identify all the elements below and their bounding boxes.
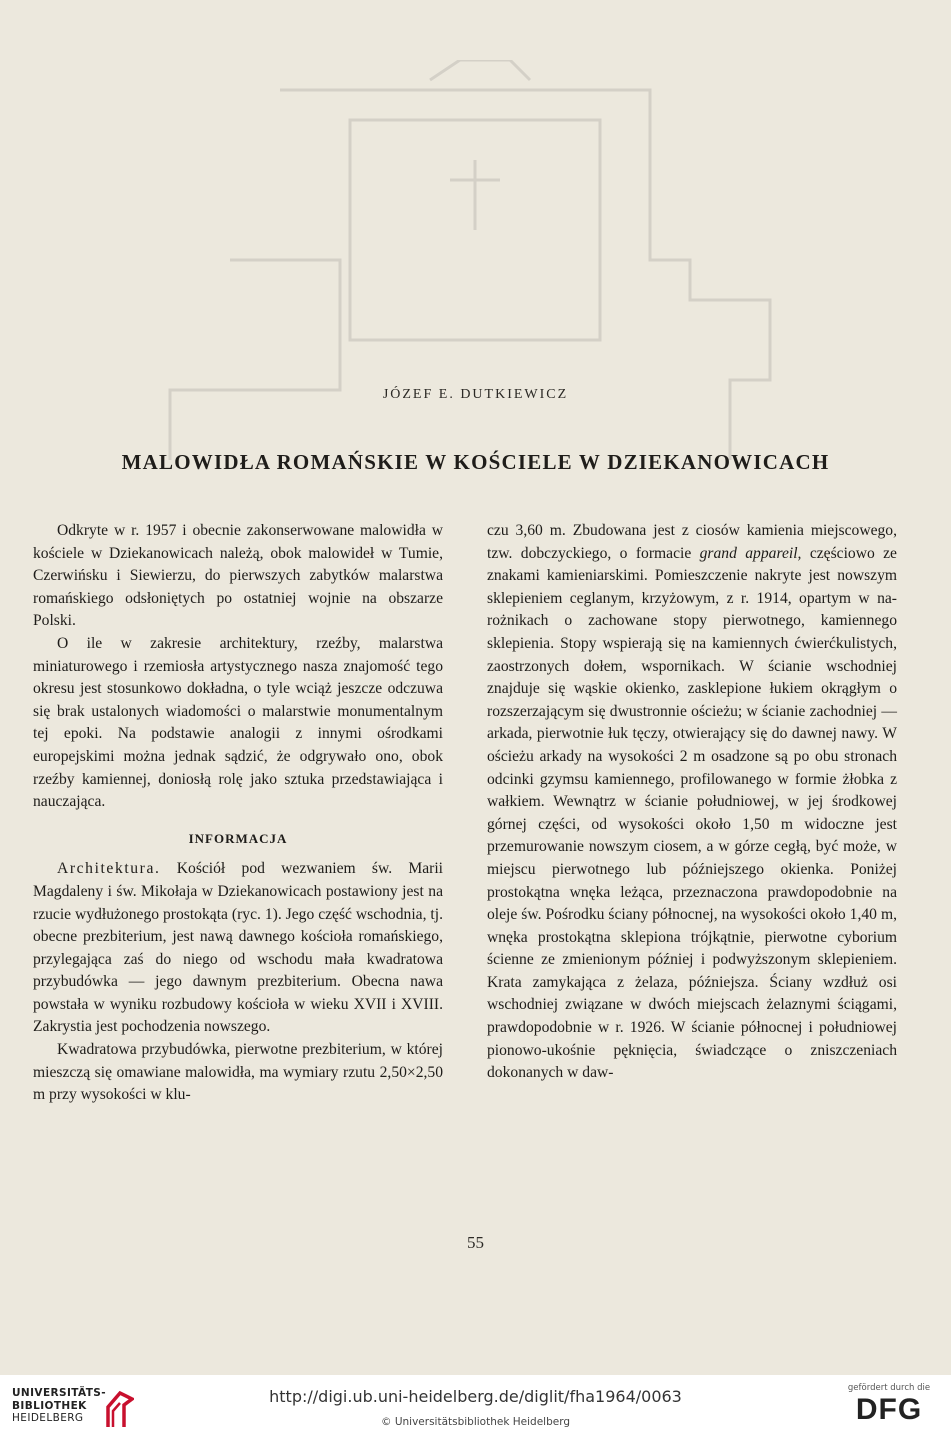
paragraph <box>33 858 443 1039</box>
article-title: MALOWIDŁA ROMAŃSKIE W KOŚCIELE W DZIEKANOWICACH <box>121 450 830 474</box>
page-number: 55 <box>467 1233 484 1252</box>
section-heading: INFORMACJA <box>188 830 288 846</box>
paragraph-text: częściowo ze znakami kamieniarskimi. Pomieszczenie nakryte jest nowszym sklepieniem ceglanym, krzyżowym, z r. 1914, opartym w narożnikach o zachowane stopy pierwotnego, kamiennego sklepienia. Stopy wspierają się na kamiennych ćwierćkulistych, zaostrzonych dołem, wspornikach. W ścianie wschodniej znajduje się wąskie okienko, zasklepione łukiem okrągłym o rozszerzającym się dwustronnie ościeżu; w ścianie zachodniej — arkada, pierwotnie łuk tęczy, otwierający się do dawnej nawy. W ościeżu arkady na wysokości 2 m osadzone są po obu stronach odcinki gzymsu kamiennego, profilowanego w formie żłobka z wałkiem. Wewnątrz w ścianie południowej, w jej środkowej górnej części, od wysokości około 1,50 m widoczne jest przemurowanie nowszym ciosem, a w górze cegłą, być może, w miejscu pierwotnego lub późniejszego okienka. Poniżej prostokątna wnęka leżąca, przeznaczona prawdopodobnie na oleje św. Pośrodku ściany północnej, na wysokości około 1,40 m, wnęka prostokątna sklepiona trójkątnie, pierwotne cyborium ścienne ze zmienionym później i podwyższonym sklepieniem. Krata zamykająca z żelaza, późniejsza. Ściany wzdłuż osi wschodniej związane w dwóch miejscach żelaznymi ściągami, prawdopodobnie w r. 1926. W ścianie północnej i południowej pionowo-ukośnie pęknięcia, świadczące o zniszczeniach dokonanych w daw- <box>487 544 897 1082</box>
viewer-footer <box>0 1375 951 1440</box>
copyright-notice: © Universitätsbibliothek Heidelberg <box>380 1416 570 1428</box>
paragraph <box>487 520 897 1085</box>
left-column <box>33 520 443 1107</box>
right-column <box>487 520 897 1085</box>
funder-logo[interactable] <box>841 1383 937 1427</box>
funder-label: gefördert durch die <box>847 1383 931 1393</box>
run-in-heading: Architektura. <box>57 860 161 878</box>
paragraph: O ile w zakresie architektury, rzeźby, malarstwa miniaturowego i rzemiosła artystycznego nasza znajomość tego okresu jest stosunkowo dokładna, o tyle wciąż jeszcze odczuwa się brak ustalonych wiadomości o malarstwie monumentalnym tej epoki. Na podstawie analogii z innymi ośrodkami europejskimi można jednak sądzić, że odgrywało ono, obok rzeźby kamiennej, doniosłą rolę jako sztuka przedstawiająca i nauczająca. <box>33 634 443 811</box>
paragraph-text: czu 3,60 m. Zbudowana jest z ciosów kamienia miejscowego, tzw. dobczyckiego, o formacie <box>487 522 897 562</box>
document-url-link[interactable]: http://digi.ub.uni-heidelberg.de/diglit/fha1964/0063 <box>269 1387 682 1406</box>
paragraph-text: Kościół pod wezwaniem św. Marii Magdaleny i św. Mikołaja w Dziekanowicach postawiony jest na rzucie wydłużonego prostokąta (ryc. 1). Jego część wschodnia, tj. obecne prezbiterium, jest nawą dawnego kościoła romańskiego, przylegająca zaś do niego od wschodu mała kwadratowa przybudówka — jego dawnym prezbiterium. Obecna nawa powstała w wyniku rozbudowy kościoła w wieku XVII i XVIII. Zakrystia jest pochodzenia nowszego. <box>33 860 443 1036</box>
italic-term: grand appareil, <box>699 544 802 562</box>
paragraph: Odkryte w r. 1957 i obecnie zakonserwowane malowidła w kościele w Dziekanowicach należą, obok malowideł w Tumie, Czerwińsku i Siewierzu, do pierwszych zabytków malarstwa romańskiego odsłoniętych po ostatniej wojnie na obszarze Polski. <box>33 522 443 630</box>
article-author: JÓZEF E. DUTKIEWICZ <box>382 387 569 402</box>
dfg-logo: DFG <box>855 1393 923 1426</box>
paragraph: Kwadratowa przybudówka, pierwotne prezbiterium, w której mieszczą się omawiane malowidła, ma wymiary rzutu 2,50×2,50 m przy wysokości w klu- <box>33 1041 443 1104</box>
library-name: UNIVERSITÄTS- BIBLIOTHEK HEIDELBERG <box>12 1387 107 1424</box>
